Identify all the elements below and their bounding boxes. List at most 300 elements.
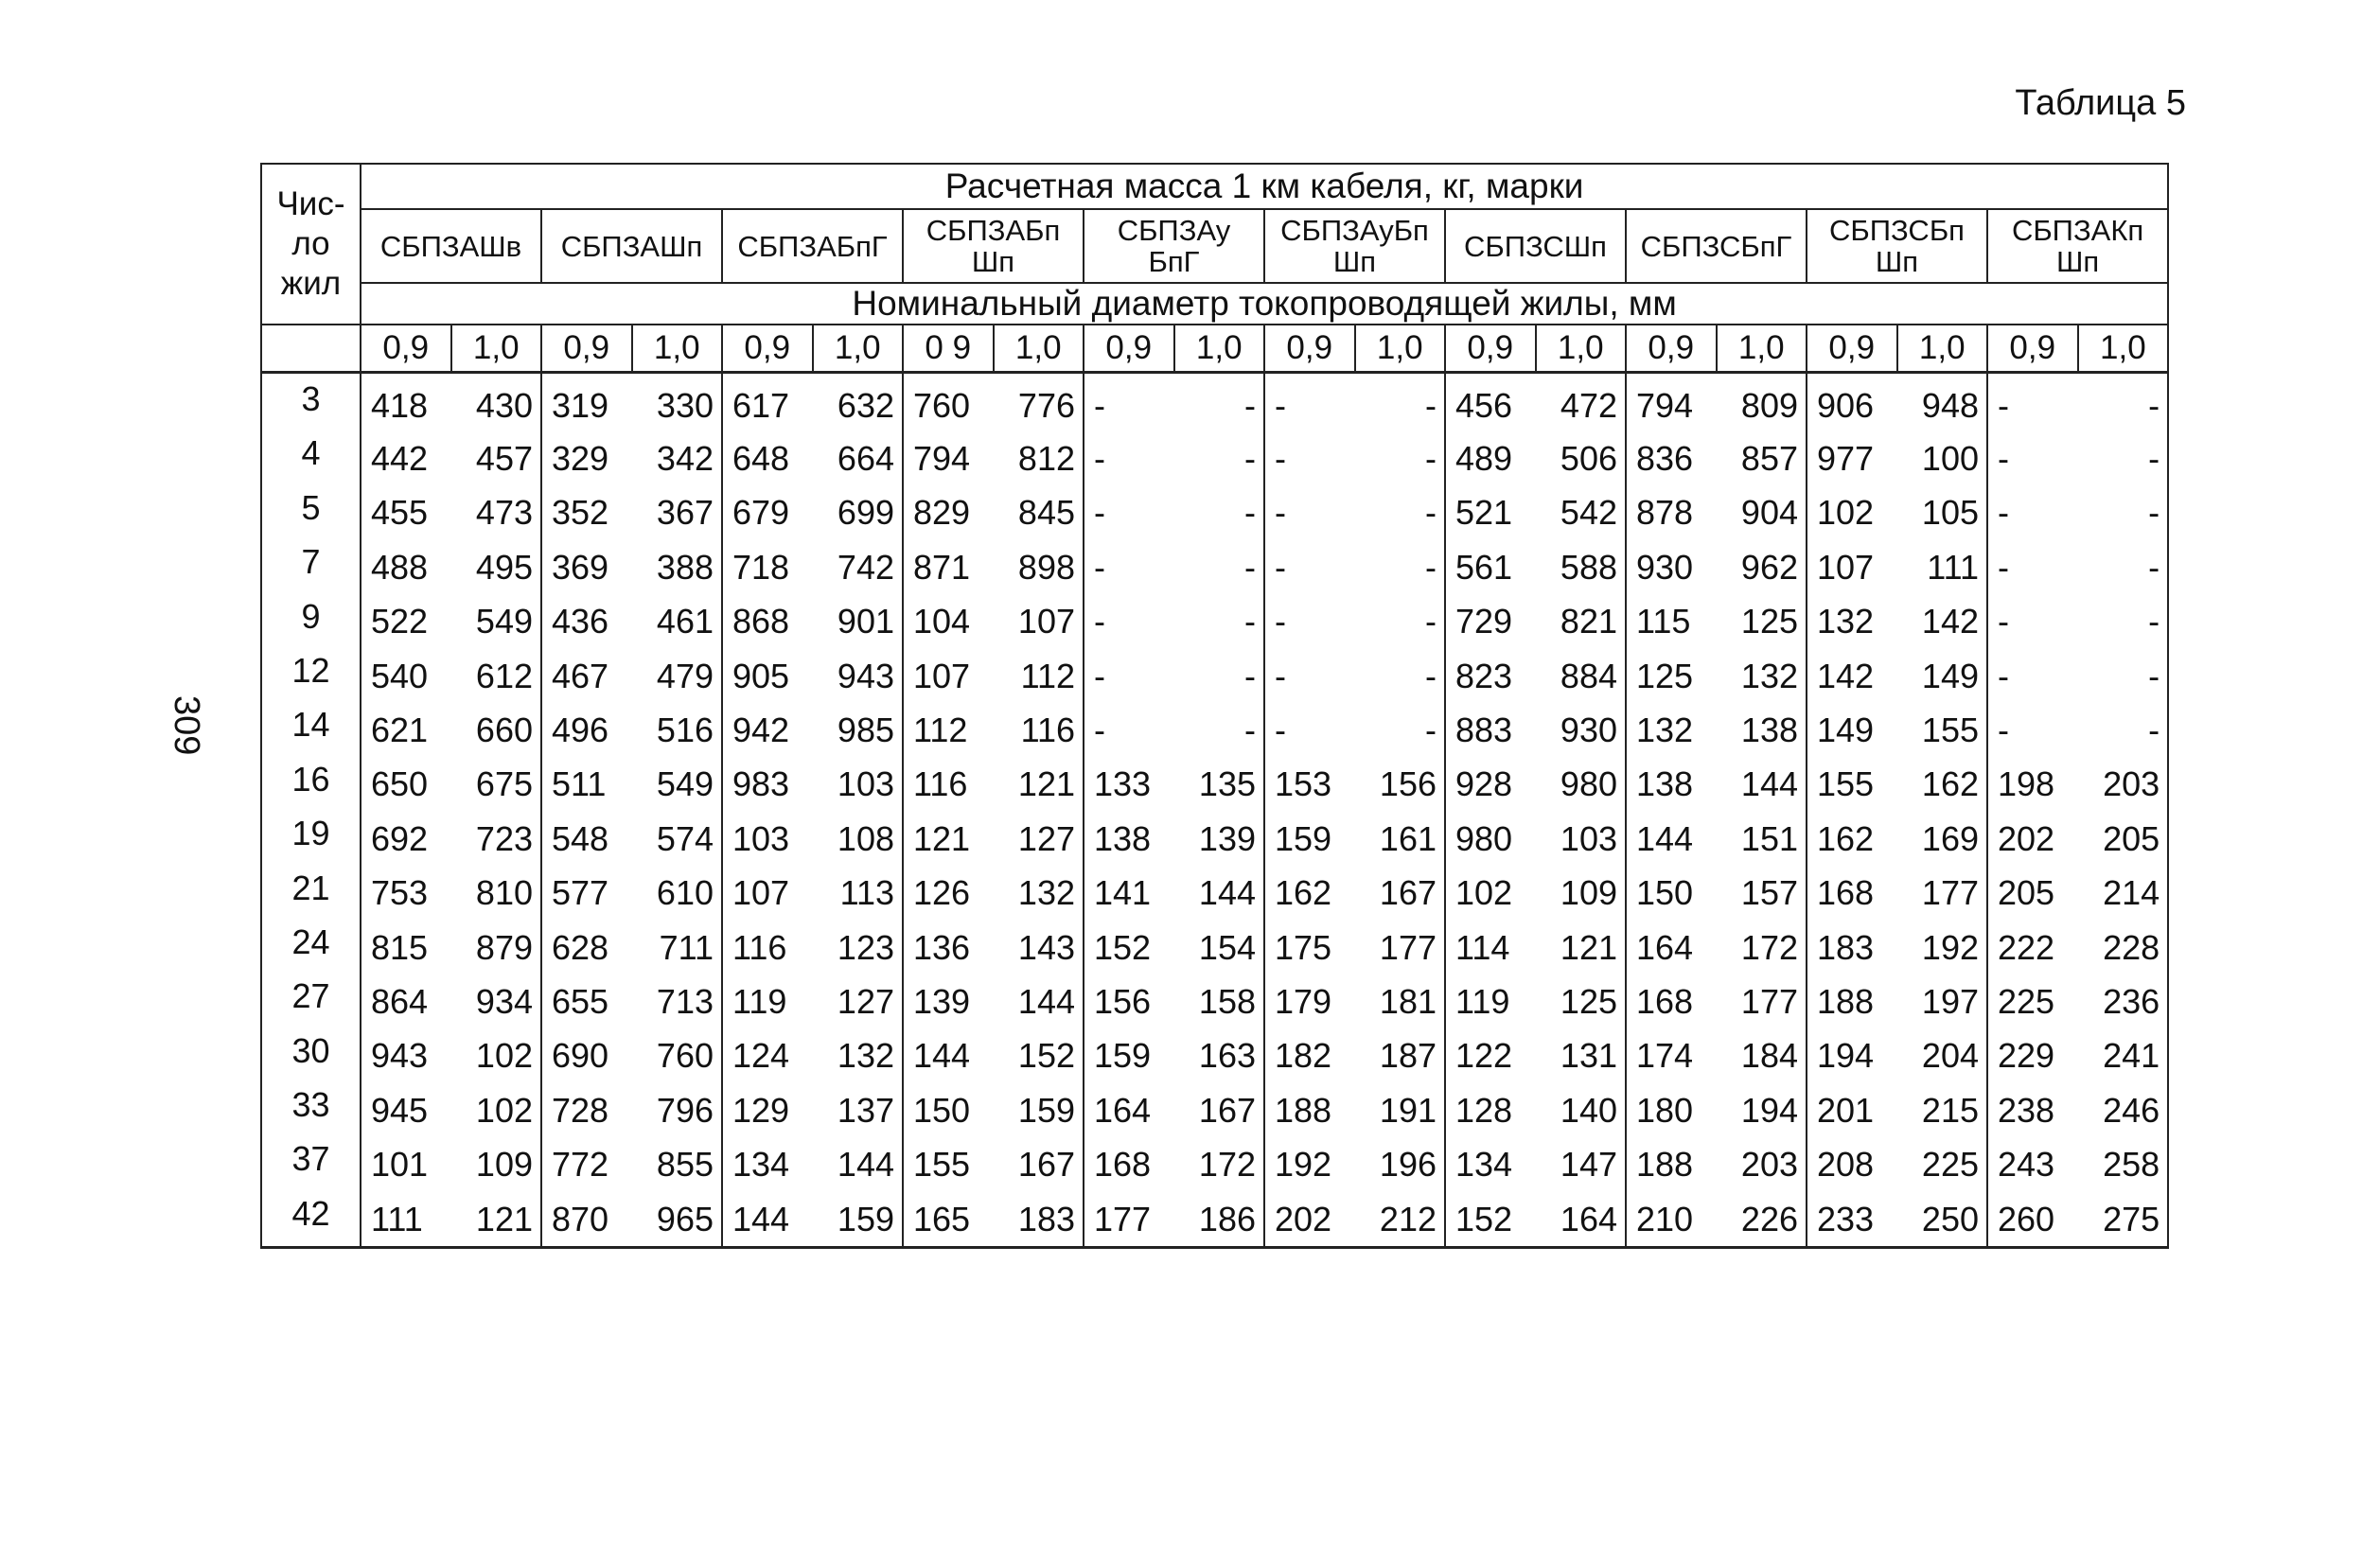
mass-value-cell: 132: [1807, 595, 1897, 649]
mass-value-cell: 205: [2078, 812, 2169, 866]
mass-value-cell: 128: [1445, 1083, 1536, 1137]
mass-value-cell: 121: [994, 758, 1084, 812]
mass-value-cell: 197: [1897, 974, 1988, 1028]
mass-value-cell: 905: [722, 649, 813, 703]
mass-value-cell: 144: [813, 1137, 904, 1191]
mass-value-cell: 198: [1987, 758, 2078, 812]
mass-value-cell: 985: [813, 703, 904, 757]
mass-value-cell: 679: [722, 486, 813, 540]
wire-count-cell: 5: [261, 486, 361, 540]
mass-value-cell: 142: [1897, 595, 1988, 649]
mass-value-cell: 109: [1536, 867, 1627, 921]
mass-value-cell: 152: [1084, 921, 1174, 974]
mass-value-cell: 123: [813, 921, 904, 974]
mass-value-cell: 930: [1536, 703, 1627, 757]
diameter-subheader: 0,9: [722, 325, 813, 373]
diameter-subheader: 1,0: [1355, 325, 1446, 373]
mass-value-cell: -: [1084, 703, 1174, 757]
mass-value-cell: 105: [1897, 486, 1988, 540]
mass-value-cell: 208: [1807, 1137, 1897, 1191]
mass-value-cell: 883: [1445, 703, 1536, 757]
mass-value-cell: 132: [1717, 649, 1807, 703]
mass-value-cell: 930: [1626, 540, 1717, 594]
mass-value-cell: 150: [903, 1083, 994, 1137]
mass-value-cell: 522: [361, 595, 451, 649]
mass-value-cell: 212: [1355, 1192, 1446, 1248]
mass-value-cell: 168: [1626, 974, 1717, 1028]
mass-value-cell: 107: [994, 595, 1084, 649]
mass-value-cell: 138: [1626, 758, 1717, 812]
mass-value-cell: 111: [1897, 540, 1988, 594]
count-column-header: Чис- ло жил: [261, 164, 361, 325]
brand-header: СБПЗАКп Шп: [1987, 209, 2168, 283]
table-row: [261, 974, 2168, 1028]
mass-value-cell: 868: [722, 595, 813, 649]
mass-value-cell: -: [1355, 431, 1446, 485]
mass-value-cell: 101: [361, 1137, 451, 1191]
mass-value-cell: 129: [722, 1083, 813, 1137]
mass-value-cell: 965: [632, 1192, 723, 1248]
mass-value-cell: 192: [1897, 921, 1988, 974]
brand-header: СБПЗАуБп Шп: [1264, 209, 1445, 283]
mass-value-cell: 796: [632, 1083, 723, 1137]
mass-value-cell: 147: [1536, 1137, 1627, 1191]
mass-value-cell: 574: [632, 812, 723, 866]
mass-value-cell: 215: [1897, 1083, 1988, 1137]
mass-value-cell: 810: [451, 867, 542, 921]
mass-value-cell: 149: [1807, 703, 1897, 757]
mass-value-cell: 506: [1536, 431, 1627, 485]
diameter-subheader: 0,9: [1264, 325, 1355, 373]
table-row: [261, 1083, 2168, 1137]
mass-value-cell: 140: [1536, 1083, 1627, 1137]
mass-value-cell: 167: [994, 1137, 1084, 1191]
mass-value-cell: -: [1084, 540, 1174, 594]
mass-value-cell: -: [1174, 703, 1265, 757]
wire-count-cell: 3: [261, 373, 361, 432]
mass-value-cell: -: [1355, 540, 1446, 594]
mass-value-cell: 127: [994, 812, 1084, 866]
mass-value-cell: 648: [722, 431, 813, 485]
mass-value-cell: 879: [451, 921, 542, 974]
table-row: [261, 1137, 2168, 1191]
mass-value-cell: -: [1174, 649, 1265, 703]
mass-value-cell: -: [2078, 373, 2169, 432]
mass-value-cell: 548: [541, 812, 632, 866]
wire-count-cell: 7: [261, 540, 361, 594]
mass-value-cell: 229: [1987, 1029, 2078, 1083]
mass-value-cell: 983: [722, 758, 813, 812]
mass-value-cell: 202: [1264, 1192, 1355, 1248]
mass-value-cell: 111: [361, 1192, 451, 1248]
mass-value-cell: 815: [361, 921, 451, 974]
mass-value-cell: 352: [541, 486, 632, 540]
mass-value-cell: -: [1084, 373, 1174, 432]
mass-value-cell: 169: [1897, 812, 1988, 866]
mass-value-cell: 187: [1355, 1029, 1446, 1083]
mass-value-cell: -: [1084, 486, 1174, 540]
mass-value-cell: 125: [1626, 649, 1717, 703]
mass-value-cell: 473: [451, 486, 542, 540]
diameter-subheader: 0,9: [1626, 325, 1717, 373]
mass-value-cell: -: [1987, 595, 2078, 649]
mass-value-cell: 495: [451, 540, 542, 594]
wire-count-cell: 33: [261, 1083, 361, 1137]
diameter-subheader: 0,9: [361, 325, 451, 373]
mass-value-cell: 163: [1174, 1029, 1265, 1083]
mass-value-cell: 109: [451, 1137, 542, 1191]
mass-value-cell: 159: [813, 1192, 904, 1248]
mass-value-cell: 154: [1174, 921, 1265, 974]
mass-value-cell: 442: [361, 431, 451, 485]
mass-value-cell: 102: [451, 1029, 542, 1083]
mass-value-cell: 151: [1717, 812, 1807, 866]
mass-value-cell: 164: [1084, 1083, 1174, 1137]
mass-value-cell: -: [2078, 595, 2169, 649]
mass-value-cell: 812: [994, 431, 1084, 485]
table-row: [261, 758, 2168, 812]
mass-value-cell: 116: [903, 758, 994, 812]
wire-count-cell: 16: [261, 758, 361, 812]
header-row-brands: [261, 209, 2168, 283]
mass-value-cell: 202: [1987, 812, 2078, 866]
mass-value-cell: 809: [1717, 373, 1807, 432]
mass-value-cell: 977: [1807, 431, 1897, 485]
mass-value-cell: 153: [1264, 758, 1355, 812]
mass-value-cell: 436: [541, 595, 632, 649]
mass-value-cell: 137: [813, 1083, 904, 1137]
wire-count-cell: 27: [261, 974, 361, 1028]
mass-value-cell: 116: [722, 921, 813, 974]
diameter-subheader: 0 9: [903, 325, 994, 373]
mass-value-cell: 155: [1807, 758, 1897, 812]
mass-value-cell: -: [1355, 486, 1446, 540]
mass-value-cell: 456: [1445, 373, 1536, 432]
wire-count-cell: 14: [261, 703, 361, 757]
table-row: [261, 812, 2168, 866]
mass-value-cell: 699: [813, 486, 904, 540]
mass-value-cell: 329: [541, 431, 632, 485]
mass-value-cell: 511: [541, 758, 632, 812]
mass-value-cell: 461: [632, 595, 723, 649]
diameter-subheader: 0,9: [1084, 325, 1174, 373]
mass-value-cell: 177: [1355, 921, 1446, 974]
header-row-subcolumns: [261, 325, 2168, 373]
mass-value-cell: 943: [813, 649, 904, 703]
mass-value-cell: 116: [994, 703, 1084, 757]
mass-value-cell: 342: [632, 431, 723, 485]
mass-value-cell: 238: [1987, 1083, 2078, 1137]
brand-header: СБПЗАШв: [361, 209, 541, 283]
diameter-subheader: 0,9: [1987, 325, 2078, 373]
mass-value-cell: 870: [541, 1192, 632, 1248]
mass-value-cell: -: [1084, 431, 1174, 485]
diameter-subheader: 1,0: [813, 325, 904, 373]
mass-value-cell: 183: [1807, 921, 1897, 974]
wire-count-cell: 24: [261, 921, 361, 974]
mass-value-cell: 122: [1445, 1029, 1536, 1083]
mass-value-cell: 181: [1355, 974, 1446, 1028]
diameter-subheader: 0,9: [1445, 325, 1536, 373]
mass-value-cell: 718: [722, 540, 813, 594]
mass-value-cell: 107: [722, 867, 813, 921]
mass-value-cell: 177: [1717, 974, 1807, 1028]
mass-value-cell: 388: [632, 540, 723, 594]
mass-value-cell: 119: [1445, 974, 1536, 1028]
mass-value-cell: 660: [451, 703, 542, 757]
mass-value-cell: 112: [994, 649, 1084, 703]
mass-value-cell: 121: [451, 1192, 542, 1248]
mass-value-cell: 103: [813, 758, 904, 812]
mass-value-cell: 124: [722, 1029, 813, 1083]
mass-value-cell: 258: [2078, 1137, 2169, 1191]
wire-count-cell: 19: [261, 812, 361, 866]
mass-value-cell: 214: [2078, 867, 2169, 921]
brand-header: СБПЗАШп: [541, 209, 722, 283]
mass-value-cell: 588: [1536, 540, 1627, 594]
mass-value-cell: 168: [1807, 867, 1897, 921]
mass-value-cell: 177: [1084, 1192, 1174, 1248]
mass-value-cell: 203: [1717, 1137, 1807, 1191]
mass-value-cell: -: [1264, 373, 1355, 432]
mass-value-cell: 162: [1807, 812, 1897, 866]
mass-value-cell: 119: [722, 974, 813, 1028]
mass-value-cell: 102: [1445, 867, 1536, 921]
mass-value-cell: 760: [632, 1029, 723, 1083]
mass-value-cell: 155: [903, 1137, 994, 1191]
mass-value-cell: 225: [1897, 1137, 1988, 1191]
mass-value-cell: 516: [632, 703, 723, 757]
mass-value-cell: 664: [813, 431, 904, 485]
mass-value-cell: 980: [1445, 812, 1536, 866]
mass-value-cell: -: [1084, 595, 1174, 649]
mass-value-cell: 201: [1807, 1083, 1897, 1137]
mass-value-cell: 194: [1807, 1029, 1897, 1083]
table-row: [261, 540, 2168, 594]
diameter-subheader: 1,0: [2078, 325, 2169, 373]
wire-count-cell: 12: [261, 649, 361, 703]
mass-value-cell: 928: [1445, 758, 1536, 812]
mass-value-cell: 250: [1897, 1192, 1988, 1248]
mass-value-cell: 980: [1536, 758, 1627, 812]
mass-value-cell: 488: [361, 540, 451, 594]
wire-count-cell: 37: [261, 1137, 361, 1191]
mass-value-cell: 275: [2078, 1192, 2169, 1248]
mass-value-cell: 174: [1626, 1029, 1717, 1083]
table-row: [261, 431, 2168, 485]
mass-value-cell: -: [1264, 703, 1355, 757]
mass-value-cell: 628: [541, 921, 632, 974]
diameter-subheader: 1,0: [632, 325, 723, 373]
mass-value-cell: 136: [903, 921, 994, 974]
table-row: [261, 1192, 2168, 1248]
header-row-title: [261, 164, 2168, 209]
mass-value-cell: 125: [1717, 595, 1807, 649]
mass-value-cell: -: [1355, 649, 1446, 703]
mass-value-cell: 612: [451, 649, 542, 703]
mass-value-cell: -: [1355, 703, 1446, 757]
mass-value-cell: 165: [903, 1192, 994, 1248]
mass-value-cell: 167: [1174, 1083, 1265, 1137]
mass-value-cell: 159: [1084, 1029, 1174, 1083]
mass-value-cell: 904: [1717, 486, 1807, 540]
mass-value-cell: 225: [1987, 974, 2078, 1028]
mass-value-cell: -: [1987, 540, 2078, 594]
mass-value-cell: -: [2078, 486, 2169, 540]
diameter-header: Номинальный диаметр токопроводящей жилы, мм: [361, 283, 2168, 325]
mass-value-cell: 196: [1355, 1137, 1446, 1191]
mass-value-cell: 621: [361, 703, 451, 757]
mass-value-cell: 577: [541, 867, 632, 921]
mass-value-cell: 156: [1355, 758, 1446, 812]
diameter-subheader: 0,9: [1807, 325, 1897, 373]
mass-value-cell: 159: [1264, 812, 1355, 866]
brand-header: СБПЗАБп Шп: [903, 209, 1084, 283]
mass-value-cell: 127: [813, 974, 904, 1028]
mass-value-cell: 103: [722, 812, 813, 866]
mass-value-cell: 561: [1445, 540, 1536, 594]
mass-value-cell: 134: [722, 1137, 813, 1191]
mass-value-cell: 108: [813, 812, 904, 866]
diameter-subheader: 1,0: [1536, 325, 1627, 373]
mass-value-cell: 164: [1536, 1192, 1627, 1248]
mass-value-cell: 139: [903, 974, 994, 1028]
mass-value-cell: 962: [1717, 540, 1807, 594]
mass-value-cell: 162: [1264, 867, 1355, 921]
mass-value-cell: 236: [2078, 974, 2169, 1028]
mass-value-cell: 836: [1626, 431, 1717, 485]
mass-value-cell: 549: [632, 758, 723, 812]
mass-value-cell: 144: [722, 1192, 813, 1248]
mass-value-cell: 711: [632, 921, 723, 974]
mass-value-cell: 319: [541, 373, 632, 432]
mass-value-cell: 175: [1264, 921, 1355, 974]
mass-value-cell: 132: [1626, 703, 1717, 757]
mass-value-cell: 898: [994, 540, 1084, 594]
mass-value-cell: 158: [1174, 974, 1265, 1028]
mass-value-cell: 489: [1445, 431, 1536, 485]
mass-value-cell: 139: [1174, 812, 1265, 866]
mass-value-cell: 192: [1264, 1137, 1355, 1191]
diameter-subheader: 1,0: [1897, 325, 1988, 373]
diameter-subheader: 1,0: [1174, 325, 1265, 373]
mass-value-cell: 107: [903, 649, 994, 703]
mass-value-cell: 205: [1987, 867, 2078, 921]
mass-value-cell: -: [1264, 431, 1355, 485]
mass-value-cell: -: [1355, 373, 1446, 432]
mass-value-cell: 103: [1536, 812, 1627, 866]
table-row: [261, 921, 2168, 974]
mass-value-cell: 188: [1264, 1083, 1355, 1137]
mass-value-cell: 934: [451, 974, 542, 1028]
mass-value-cell: 112: [903, 703, 994, 757]
mass-value-cell: 246: [2078, 1083, 2169, 1137]
mass-value-cell: 102: [451, 1083, 542, 1137]
wire-count-cell: 30: [261, 1029, 361, 1083]
table-title: Расчетная масса 1 км кабеля, кг, марки: [361, 164, 2168, 209]
mass-value-cell: 115: [1626, 595, 1717, 649]
mass-value-cell: 104: [903, 595, 994, 649]
mass-value-cell: 610: [632, 867, 723, 921]
mass-value-cell: 150: [1626, 867, 1717, 921]
mass-value-cell: 675: [451, 758, 542, 812]
mass-value-cell: -: [1264, 649, 1355, 703]
mass-value-cell: 177: [1897, 867, 1988, 921]
mass-value-cell: -: [1174, 486, 1265, 540]
mass-value-cell: 138: [1717, 703, 1807, 757]
mass-value-cell: 228: [2078, 921, 2169, 974]
mass-value-cell: 655: [541, 974, 632, 1028]
mass-value-cell: 144: [1174, 867, 1265, 921]
mass-value-cell: -: [1174, 373, 1265, 432]
mass-value-cell: 496: [541, 703, 632, 757]
mass-value-cell: 884: [1536, 649, 1627, 703]
mass-value-cell: 114: [1445, 921, 1536, 974]
brand-header: СБПЗСБпГ: [1626, 209, 1807, 283]
mass-value-cell: 540: [361, 649, 451, 703]
mass-value-cell: 182: [1264, 1029, 1355, 1083]
mass-value-cell: 226: [1717, 1192, 1807, 1248]
mass-value-cell: 760: [903, 373, 994, 432]
mass-value-cell: 243: [1987, 1137, 2078, 1191]
mass-value-cell: 184: [1717, 1029, 1807, 1083]
mass-value-cell: 142: [1807, 649, 1897, 703]
mass-value-cell: 794: [903, 431, 994, 485]
mass-value-cell: 906: [1807, 373, 1897, 432]
mass-value-cell: 878: [1626, 486, 1717, 540]
brand-header: СБПЗАБпГ: [722, 209, 903, 283]
wire-count-cell: 21: [261, 867, 361, 921]
mass-value-cell: -: [1987, 703, 2078, 757]
table-row: [261, 595, 2168, 649]
mass-value-cell: -: [2078, 649, 2169, 703]
mass-value-cell: 144: [1717, 758, 1807, 812]
mass-value-cell: 138: [1084, 812, 1174, 866]
mass-value-cell: 943: [361, 1029, 451, 1083]
header-row-diameter: [261, 283, 2168, 325]
diameter-subheader: 1,0: [451, 325, 542, 373]
mass-value-cell: 945: [361, 1083, 451, 1137]
mass-value-cell: 753: [361, 867, 451, 921]
wire-count-cell: 42: [261, 1192, 361, 1248]
table-row: [261, 867, 2168, 921]
mass-value-cell: 823: [1445, 649, 1536, 703]
mass-value-cell: 144: [903, 1029, 994, 1083]
mass-value-cell: -: [1264, 540, 1355, 594]
mass-value-cell: -: [1987, 486, 2078, 540]
mass-value-cell: 186: [1174, 1192, 1265, 1248]
mass-value-cell: 113: [813, 867, 904, 921]
mass-value-cell: 179: [1264, 974, 1355, 1028]
mass-value-cell: 855: [632, 1137, 723, 1191]
mass-value-cell: 172: [1174, 1137, 1265, 1191]
mass-value-cell: 188: [1626, 1137, 1717, 1191]
mass-value-cell: 161: [1355, 812, 1446, 866]
mass-value-cell: 210: [1626, 1192, 1717, 1248]
table-row: [261, 486, 2168, 540]
mass-value-cell: 241: [2078, 1029, 2169, 1083]
mass-value-cell: 430: [451, 373, 542, 432]
mass-value-cell: 617: [722, 373, 813, 432]
mass-value-cell: 155: [1897, 703, 1988, 757]
mass-value-cell: 367: [632, 486, 723, 540]
table-row: [261, 649, 2168, 703]
mass-value-cell: 845: [994, 486, 1084, 540]
mass-value-cell: 191: [1355, 1083, 1446, 1137]
mass-value-cell: 152: [994, 1029, 1084, 1083]
mass-value-cell: -: [1174, 540, 1265, 594]
mass-value-cell: 125: [1536, 974, 1627, 1028]
